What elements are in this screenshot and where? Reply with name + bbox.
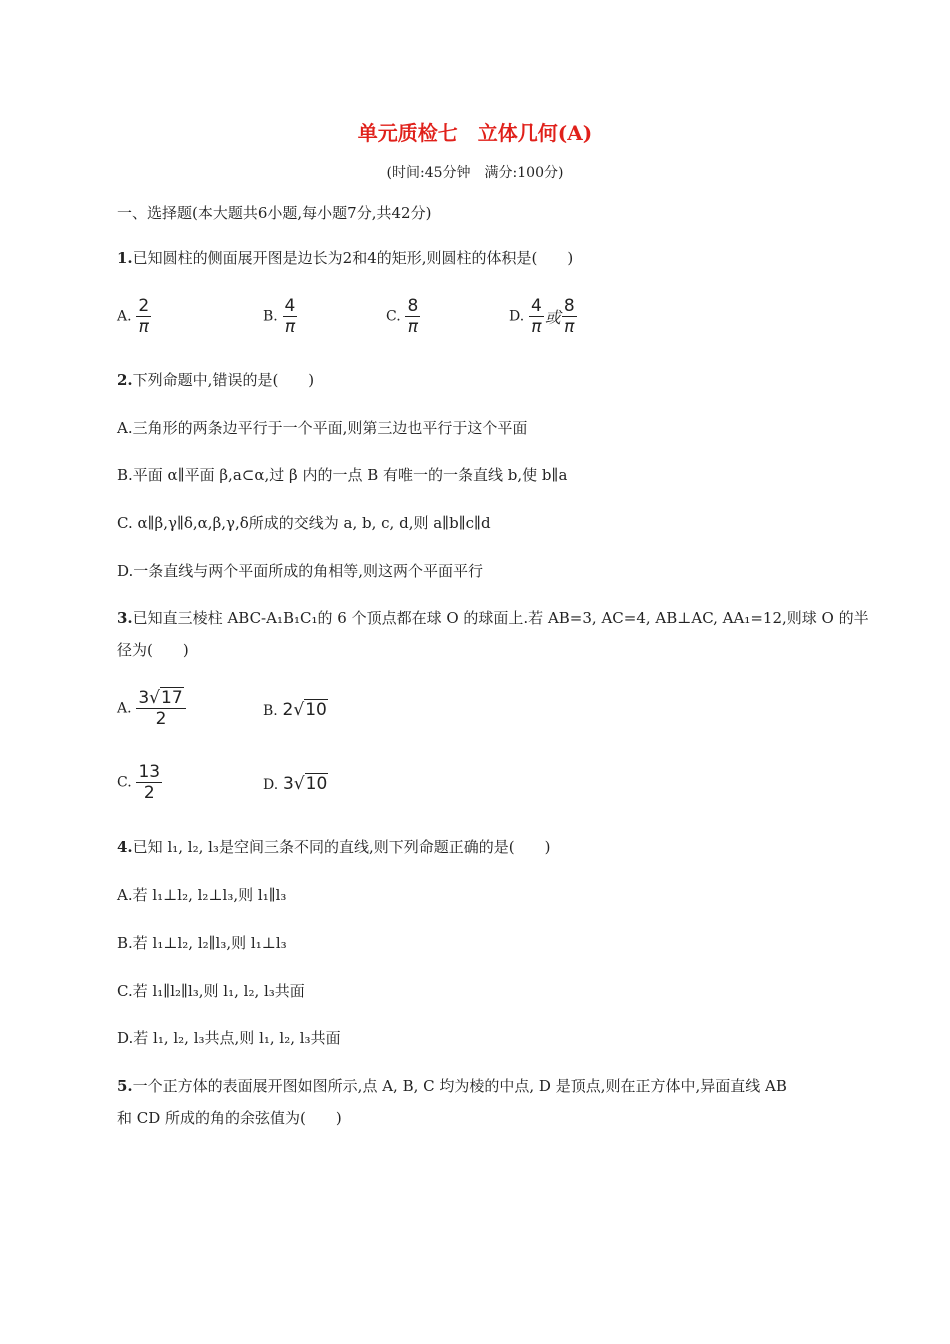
denominator: π	[284, 317, 296, 337]
q4-option-d: D.若 l₁, l₂, l₃共点,则 l₁, l₂, l₃共面	[117, 1029, 341, 1047]
q3-option-a	[117, 688, 186, 729]
radicand: 17	[161, 688, 183, 708]
question-number: 5.	[117, 1077, 133, 1095]
numerator: 8	[407, 296, 419, 316]
q2-option-b: B.平面 α∥平面 β,a⊂α,过 β 内的一点 B 有唯一的一条直线 b,使 b∥a	[117, 466, 568, 484]
denominator: π	[138, 317, 149, 337]
fraction	[529, 296, 544, 337]
option-label: D.	[263, 777, 279, 793]
option-label: B.	[263, 703, 278, 719]
denominator: π	[531, 317, 542, 337]
numerator: 4	[284, 296, 296, 316]
page-title: 单元质检七 立体几何(A)	[357, 121, 593, 145]
q2-option-c: C. α∥β,γ∥δ,α,β,γ,δ所成的交线为 a, b, c, d,则 a∥b∥c∥d	[117, 514, 491, 532]
question-text: 一个正方体的表面展开图如图所示,点 A, B, C 均为棱的中点, D 是顶点,则在正方体中,异面直线 AB	[132, 1077, 787, 1095]
question-number: 2.	[117, 371, 133, 389]
option-label: A.	[117, 700, 132, 717]
q4-option-c: C.若 l₁∥l₂∥l₃,则 l₁, l₂, l₃共面	[117, 982, 305, 1000]
coefficient: 3	[138, 688, 150, 708]
fraction	[136, 296, 151, 337]
option-label: A.	[117, 308, 132, 325]
q1-option-a	[117, 296, 151, 337]
denominator: 2	[143, 783, 155, 803]
question-1	[117, 247, 573, 268]
question-number: 1.	[117, 249, 133, 267]
q1-option-d	[509, 296, 577, 337]
sqrt-expression: 2√10	[282, 700, 327, 720]
numerator: 2	[138, 296, 150, 316]
question-5	[117, 1075, 787, 1096]
numerator: 3√17	[136, 688, 185, 709]
q2-option-d: D.一条直线与两个平面所成的角相等,则这两个平面平行	[117, 562, 484, 580]
option-label: B.	[263, 308, 278, 325]
question-5-continued: 和 CD 所成的角的余弦值为( )	[117, 1109, 342, 1127]
q1-option-c	[386, 296, 420, 337]
question-number: 4.	[117, 838, 133, 856]
question-text: 已知直三棱柱 ABC-A₁B₁C₁的 6 个顶点都在球 O 的球面上.若 AB=3, AC=4, AB⊥AC, AA₁=12,则球 O 的半	[132, 609, 869, 627]
sqrt-expression: 3√10	[282, 774, 328, 794]
q2-option-a: A.三角形的两条边平行于一个平面,则第三边也平行于这个平面	[117, 419, 528, 437]
q4-option-a: A.若 l₁⊥l₂, l₂⊥l₃,则 l₁∥l₃	[117, 886, 287, 904]
question-number: 3.	[117, 609, 133, 627]
question-text: 已知圆柱的侧面展开图是边长为2和4的矩形,则圆柱的体积是( )	[132, 249, 574, 267]
option-label: D.	[509, 308, 525, 325]
denominator: π	[564, 317, 575, 337]
q4-option-b: B.若 l₁⊥l₂, l₂∥l₃,则 l₁⊥l₃	[117, 934, 287, 952]
fraction	[136, 688, 185, 729]
coefficient: 3	[282, 774, 294, 794]
q3-option-d	[263, 774, 328, 794]
section-heading: 一、选择题(本大题共6小题,每小题7分,共42分)	[117, 204, 432, 222]
question-text: 下列命题中,错误的是( )	[132, 371, 315, 389]
fraction	[405, 296, 420, 337]
numerator: 8	[563, 296, 575, 316]
or-word: 或	[544, 308, 561, 327]
q3-option-c	[117, 762, 162, 803]
fraction	[283, 296, 298, 337]
question-text: 已知 l₁, l₂, l₃是空间三条不同的直线,则下列命题正确的是( )	[132, 838, 551, 856]
question-3	[117, 607, 869, 628]
q3-option-b	[263, 700, 328, 720]
option-label: C.	[386, 308, 401, 325]
denominator: π	[407, 317, 418, 337]
numerator: 13	[138, 762, 161, 782]
question-3-continued: 径为( )	[117, 641, 189, 659]
option-label: C.	[117, 774, 132, 791]
fraction	[136, 762, 162, 803]
numerator: 4	[530, 296, 542, 316]
radicand: 10	[305, 700, 327, 720]
exam-info: (时间:45分钟 满分:100分)	[386, 165, 564, 181]
coefficient: 2	[282, 700, 294, 720]
q1-option-b	[263, 296, 297, 337]
fraction	[562, 296, 577, 337]
question-4	[117, 836, 550, 857]
denominator: 2	[155, 709, 167, 729]
radicand: 10	[305, 774, 328, 794]
question-2	[117, 369, 314, 390]
